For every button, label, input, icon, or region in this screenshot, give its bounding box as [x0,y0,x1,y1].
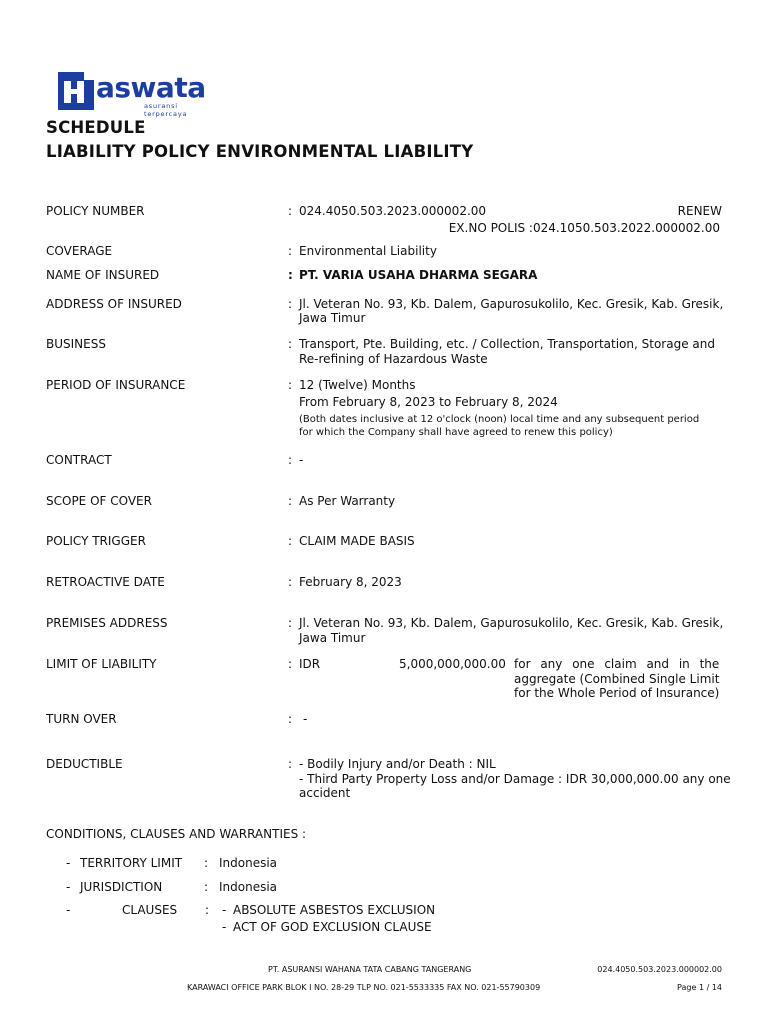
premises-address-line1: Jl. Veteran No. 93, Kb. Dalem, Gapurosukolilo, Kec. Gresik, Kab. Gresik, [299,616,724,630]
address-of-insured-line2: Jawa Timur [299,311,366,325]
bullet-dash: - [66,903,71,917]
footer-company: PT. ASURANSI WAHANA TATA CABANG TANGERANG [268,965,472,974]
turn-over-label: TURN OVER [46,712,117,726]
deductible-label: DEDUCTIBLE [46,757,123,771]
limit-desc-line1: for any one claim and in the [514,657,720,671]
logo-tagline: asuransi terpercaya [144,102,188,118]
colon: : [288,204,293,218]
retroactive-date-value: February 8, 2023 [299,575,402,589]
colon: : [204,856,209,870]
policy-number-label: POLICY NUMBER [46,204,145,218]
business-label: BUSINESS [46,337,106,351]
policy-trigger-value: CLAIM MADE BASIS [299,534,415,548]
period-dates: From February 8, 2023 to February 8, 2024 [299,395,558,409]
footer-policy-number: 024.4050.503.2023.000002.00 [597,965,722,974]
logo-wordmark: aswata [96,71,206,104]
colon: : [288,337,293,351]
address-of-insured-line1: Jl. Veteran No. 93, Kb. Dalem, Gapurosukolilo, Kec. Gresik, Kab. Gresik, [299,297,724,311]
clauses-label: CLAUSES [122,903,178,917]
name-of-insured-label: NAME OF INSURED [46,268,160,282]
colon: : [288,657,293,671]
colon: : [288,712,293,726]
contract-label: CONTRACT [46,453,112,467]
colon: : [288,494,293,508]
footer-page-number: Page 1 / 14 [677,983,722,992]
clause-item: ABSOLUTE ASBESTOS EXCLUSION [233,903,436,917]
policy-number-value: 024.4050.503.2023.000002.00 [299,204,487,218]
name-of-insured-value: PT. VARIA USAHA DHARMA SEGARA [299,268,538,282]
premises-address-label: PREMISES ADDRESS [46,616,168,630]
territory-value: Indonesia [219,856,278,870]
period-duration: 12 (Twelve) Months [299,378,416,392]
policy-trigger-label: POLICY TRIGGER [46,534,146,548]
colon: : [288,268,293,282]
colon: : [288,534,293,548]
period-note-line1: (Both dates inclusive at 12 o'clock (noon) local time and any subsequent period [299,414,700,425]
business-line2: Re-refining of Hazardous Waste [299,352,488,366]
colon: : [288,297,293,311]
coverage-value: Environmental Liability [299,244,437,258]
renew-status: RENEW [677,204,722,218]
colon: : [288,757,293,771]
territory-label: TERRITORY LIMIT [80,856,183,870]
footer-address: KARAWACI OFFICE PARK BLOK I NO. 28-29 TLP NO. 021-5533335 FAX NO. 021-55790309 [187,983,541,992]
colon: : [288,453,293,467]
limit-currency: IDR [299,657,321,671]
premises-address-line2: Jawa Timur [299,631,366,645]
colon: : [288,575,293,589]
deductible-line1: - Bodily Injury and/or Death : NIL [299,757,496,771]
clause-dash: - [222,903,227,917]
business-line1: Transport, Pte. Building, etc. / Collection, Transportation, Storage and [299,337,715,351]
colon: : [204,880,209,894]
document-title: SCHEDULE [46,118,146,137]
colon: : [205,903,210,917]
retroactive-date-label: RETROACTIVE DATE [46,575,165,589]
jurisdiction-value: Indonesia [219,880,278,894]
limit-desc-line2: aggregate (Combined Single Limit [514,672,720,686]
bullet-dash: - [66,880,71,894]
limit-desc-line3: for the Whole Period of Insurance) [514,686,720,700]
clause-item: ACT OF GOD EXCLUSION CLAUSE [233,920,432,934]
document-subtitle: LIABILITY POLICY ENVIRONMENTAL LIABILITY [46,142,474,161]
limit-amount: 5,000,000,000.00 [399,657,506,671]
turn-over-value: - [303,712,308,726]
period-label: PERIOD OF INSURANCE [46,378,186,392]
company-logo [58,71,208,118]
clause-dash: - [222,920,227,934]
ex-policy-number: EX.NO POLIS :024.1050.503.2022.000002.00 [448,221,720,235]
deductible-line3: accident [299,786,351,800]
conditions-heading: CONDITIONS, CLAUSES AND WARRANTIES : [46,827,307,841]
address-of-insured-label: ADDRESS OF INSURED [46,297,182,311]
scope-label: SCOPE OF COVER [46,494,152,508]
period-note-line2: for which the Company shall have agreed to renew this policy) [299,427,613,438]
colon: : [288,378,293,392]
limit-label: LIMIT OF LIABILITY [46,657,157,671]
coverage-label: COVERAGE [46,244,113,258]
colon: : [288,616,293,630]
scope-value: As Per Warranty [299,494,396,508]
deductible-line2: - Third Party Property Loss and/or Damage : IDR 30,000,000.00 any one [299,772,731,786]
colon: : [288,244,293,258]
bullet-dash: - [66,856,71,870]
contract-value: - [299,453,304,467]
jurisdiction-label: JURISDICTION [80,880,163,894]
logo-h-icon [58,72,94,110]
